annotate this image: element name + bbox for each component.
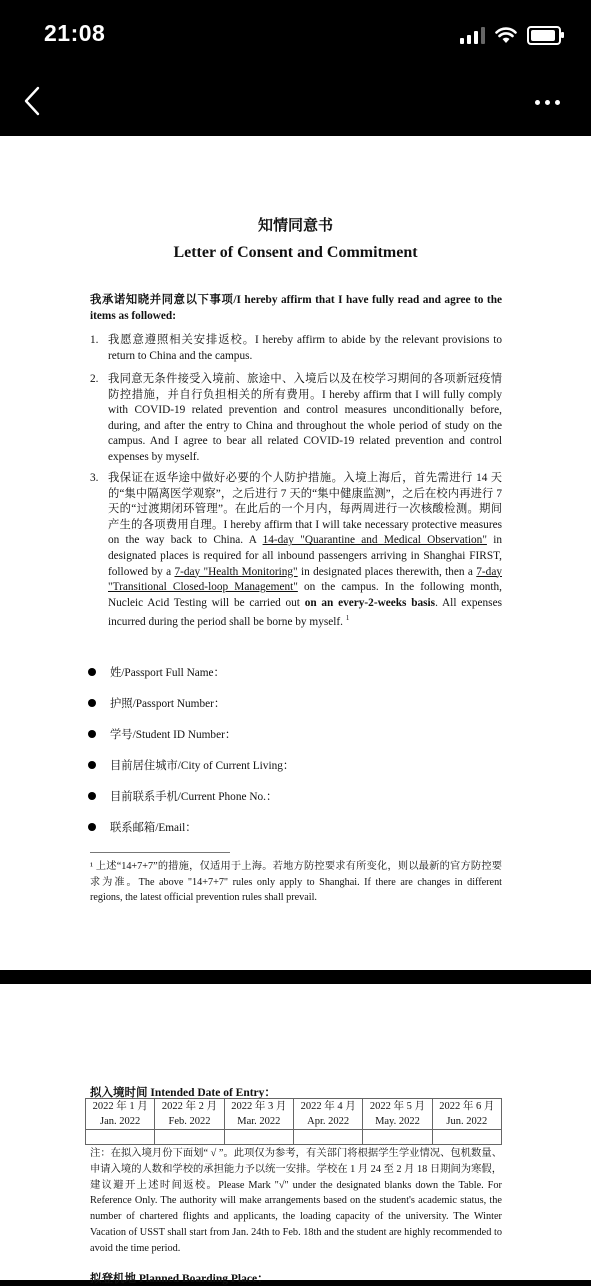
month-mark-cell[interactable] [86,1130,155,1145]
cellular-signal-icon [460,27,485,44]
entry-month-table [85,1098,502,1145]
nav-bar [0,70,591,136]
personal-info-fields [88,656,508,842]
consent-item-1: 1. 我愿意遵照相关安排返校。I hereby affirm to abide by the relevant provisions to return to China and the campus. [90,334,502,362]
month-mark-cell[interactable] [432,1130,501,1145]
page-separator [0,970,591,984]
month-mark-cell[interactable] [363,1130,432,1145]
month-mark-cell[interactable] [224,1130,293,1145]
month-cell: 2022 年 2 月 Feb. 2022 [155,1099,224,1130]
footnote: ¹ 上述“14+7+7”的措施，仅适用于上海。若地方防控要求有所变化，则以最新的官方防控要求为准。The above "14+7+7" rules only apply to Shanghai. If there are changes in different regions, the latest official prevention rules shall prevail. [90,861,502,903]
document-title-en: Letter of Consent and Commitment [173,244,418,261]
more-options-icon[interactable] [535,96,565,108]
status-time: 21:08 [44,20,106,46]
footnote-marker: 1 [345,614,350,623]
month-cell: 2022 年 5 月 May. 2022 [363,1099,432,1130]
status-bar [0,0,591,70]
field-passport-number[interactable]: 护照/Passport Number： [88,687,508,718]
back-chevron-icon[interactable] [18,84,48,118]
month-cell: 2022 年 3 月 Mar. 2022 [224,1099,293,1130]
document-page-2 [0,984,591,1285]
month-cell: 2022 年 6 月 Jun. 2022 [432,1099,501,1130]
field-city[interactable]: 目前居住城市/City of Current Living： [88,749,508,780]
consent-item-2: 2. 我同意无条件接受入境前、旅途中、入境后以及在校学习期间的各项新冠疫情防控措施，并自行负担相关的所有费用。I hereby affirm that I will fully comply with COVID-19 related prevention and control measures unconditionally before, during, and after the entry to China and throughout the whole period of study on the campus. And I agree to bear all related COVID-19 related prevention and control expenses by myself. [90,373,502,463]
month-cell: 2022 年 4 月 Apr. 2022 [293,1099,362,1130]
consent-item-3: 3. 我保证在返华途中做好必要的个人防护措施。入境上海后，首先需进行 14 天的“集中隔离医学观察”，之后进行 7 天的“集中健康监测”，之后在校内再进行 7 天的“过渡期闭环管理”。在此后的一个月内，每两周进行一次核酸检测。期间产生的各项费用自理。I hereby affirm that I will take necessary protective measures on the way back to China. A 14-day "Quarantine and Medical Observation" in designated places is required for all inbound passengers arriving in Shanghai FIRST, followed by a 7-day "Health Monitoring" in designated places therewith, then a 7-day "Transitional Closed-loop Management" on the campus. In the following month, Nucleic Acid Testing will be carried out on an every-2-weeks basis. All expenses incurred during the period shall be borne by myself. $^1$ [90,472,502,629]
entry-date-title: 拟入境时间 Intended Date of Entry： [90,1087,276,1099]
month-mark-cell[interactable] [293,1130,362,1145]
month-mark-cell[interactable] [155,1130,224,1145]
boarding-place-title: 拟登机地 Planned Boarding Place： [90,1273,269,1285]
status-icons [460,26,561,45]
intro-statement: 我承诺知晓并同意以下事项/I hereby affirm that I have fully read and agree to the items as followed: [90,294,502,322]
field-email[interactable]: 联系邮箱/Email： [88,811,508,842]
field-student-id[interactable]: 学号/Student ID Number： [88,718,508,749]
entry-note: 注：在拟入境月份下面划“ √ ”。此项仅为参考，有关部门将根据学生学业情况、包机数量、申请入境的人数和学校的承担能力予以统一安排。学校在 1 月 24 至 2 月 18 日期间为寒假，建议避开上述时间返校。Please Mark "√" under the designated blanks down the Table. For Reference Only. The authority will make arrangements based on the student's academic status, the number of chartered flights and applicants, the loading capacity of the university. The Winter Vacation of USST shall start from Jan. 24th to Feb. 18th and the student are highly recommended to avoid the time period. [90,1148,502,1254]
month-cell: 2022 年 1 月 Jan. 2022 [86,1099,155,1130]
footnote-divider [90,852,230,853]
field-phone[interactable]: 目前联系手机/Current Phone No.： [88,780,508,811]
battery-icon [527,26,561,45]
document-page-1 [0,136,591,970]
wifi-icon [495,27,517,44]
field-passport-name[interactable]: 姓/Passport Full Name： [88,656,508,687]
document-title-cn: 知情同意书 [257,216,333,234]
